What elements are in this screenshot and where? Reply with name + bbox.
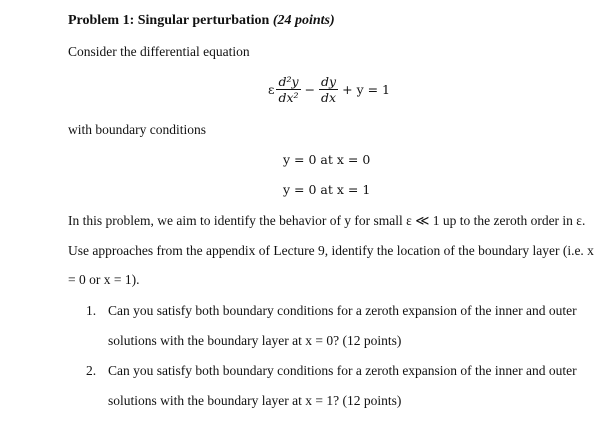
second-derivative-numerator: d²y <box>278 74 299 89</box>
minus-sign: − <box>304 82 316 97</box>
question-2-number: 2. <box>86 363 97 378</box>
question-1-number: 1. <box>86 303 97 318</box>
boundary-condition-1: y = 0 at x = 0 <box>283 152 371 167</box>
first-derivative-denominator: dx <box>321 90 337 105</box>
problem-title <box>68 13 335 29</box>
second-derivative-denominator: dx² <box>278 90 299 105</box>
question-1-line1: Can you satisfy both boundary conditions for a zeroth expansion of the inner and outer <box>108 303 577 318</box>
paragraph-behavior: In this problem, we aim to identify the behavior of y for small ε ≪ 1 up to the zeroth order in ε. <box>68 213 586 228</box>
boundary-condition-2: y = 0 at x = 1 <box>283 182 371 197</box>
intro-text: Consider the differential equation <box>68 44 250 59</box>
paragraph-boundary-layer-line2: = 0 or x = 1). <box>68 272 140 287</box>
differential-equation <box>268 74 392 105</box>
first-derivative-fraction <box>319 74 338 105</box>
second-derivative-fraction <box>276 74 300 105</box>
equation-rhs: + y = 1 <box>342 82 391 97</box>
problem-points: (24 points) <box>272 13 335 28</box>
question-2-line1: Can you satisfy both boundary conditions for a zeroth expansion of the inner and outer <box>108 363 577 378</box>
boundary-conditions-intro: with boundary conditions <box>68 122 206 137</box>
epsilon-symbol: ε <box>268 82 275 97</box>
question-1-line2: solutions with the boundary layer at x = 0? (12 points) <box>108 333 402 348</box>
paragraph-boundary-layer-line1: Use approaches from the appendix of Lecture 9, identify the location of the boundary layer (i.e. x <box>68 243 594 258</box>
first-derivative-numerator: dy <box>321 74 337 89</box>
problem-title-main: Problem 1: Singular perturbation <box>68 13 270 28</box>
question-2-line2: solutions with the boundary layer at x = 1? (12 points) <box>108 393 402 408</box>
